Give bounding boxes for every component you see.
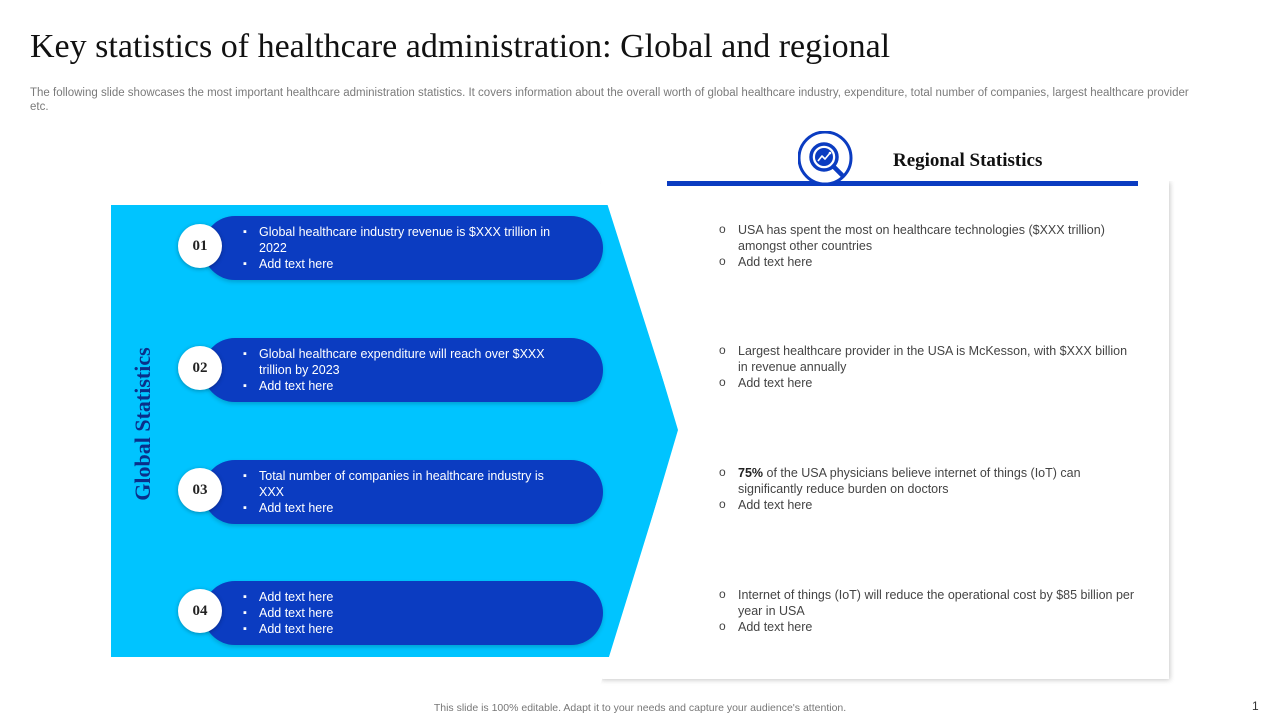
global-stat-4-bullet-1: ▪ Add text here	[243, 589, 571, 605]
regional-stat-2-bullet-1: o Largest healthcare provider in the USA is McKesson, with $XXX billion in revenue annually	[718, 343, 1138, 375]
regional-stat-4-bullet-1: o Internet of things (IoT) will reduce the operational cost by $85 billion per year in USA	[718, 587, 1138, 619]
slide-subtitle: The following slide showcases the most important healthcare administration statistics. It covers information about the overall worth of global healthcare industry, expenditure, total number of companies, largest healthcare provider etc.	[30, 87, 1189, 113]
regional-header-bar	[667, 181, 1138, 186]
regional-stat-1-bullet-2: o Add text here	[718, 254, 1138, 270]
slide-footer-note: This slide is 100% editable. Adapt it to your needs and capture your audience's attention.	[433, 702, 847, 714]
regional-stat-2-bullet-2: o Add text here	[718, 375, 1138, 391]
global-stat-number-3: 03	[178, 468, 222, 512]
regional-stat-block-2	[718, 343, 1138, 391]
global-stat-number-2: 02	[178, 346, 222, 390]
regional-stat-3-bullet-1	[718, 465, 1138, 497]
regional-statistics-title: Regional Statistics	[893, 150, 1043, 171]
page-number: 1	[1252, 699, 1259, 713]
global-stat-2-bullet-1: ▪ Global healthcare expenditure will reach over $XXX trillion by 2023	[243, 346, 571, 378]
global-stat-number-1: 01	[178, 224, 222, 268]
slide-title: Key statistics of healthcare administration: Global and regional	[30, 28, 891, 65]
regional-stat-3-highlight: 75%	[738, 466, 764, 480]
global-stat-item-2	[203, 338, 603, 402]
regional-stat-1-bullet-1: o USA has spent the most on healthcare technologies ($XXX trillion) amongst other countries	[718, 222, 1138, 254]
global-stat-4-bullet-3: ▪ Add text here	[243, 621, 571, 637]
global-stat-number-4: 04	[178, 589, 222, 633]
global-stat-3-bullet-2: ▪ Add text here	[243, 500, 571, 516]
global-stat-1-bullet-1: ▪ Global healthcare industry revenue is $XXX trillion in 2022	[243, 224, 571, 256]
regional-stat-block-3	[718, 465, 1138, 513]
global-stat-1-bullet-2: ▪ Add text here	[243, 256, 571, 272]
regional-stat-4-bullet-2: o Add text here	[718, 619, 1138, 635]
global-stat-2-bullet-2: ▪ Add text here	[243, 378, 571, 394]
regional-stat-block-1	[718, 222, 1138, 270]
regional-stat-3-text: of the USA physicians believe internet of things (IoT) can significantly reduce burden on doctors	[738, 466, 1081, 496]
global-stat-3-bullet-1: ▪ Total number of companies in healthcare industry is XXX	[243, 468, 571, 500]
global-stat-item-4	[203, 581, 603, 645]
regional-stat-block-4	[718, 587, 1138, 635]
magnifier-chart-icon	[798, 131, 858, 191]
global-statistics-label: Global Statistics	[130, 347, 155, 501]
global-stat-item-3	[203, 460, 603, 524]
global-stat-4-bullet-2: ▪ Add text here	[243, 605, 571, 621]
regional-stat-3-bullet-2: o Add text here	[718, 497, 1138, 513]
global-stat-item-1	[203, 216, 603, 280]
